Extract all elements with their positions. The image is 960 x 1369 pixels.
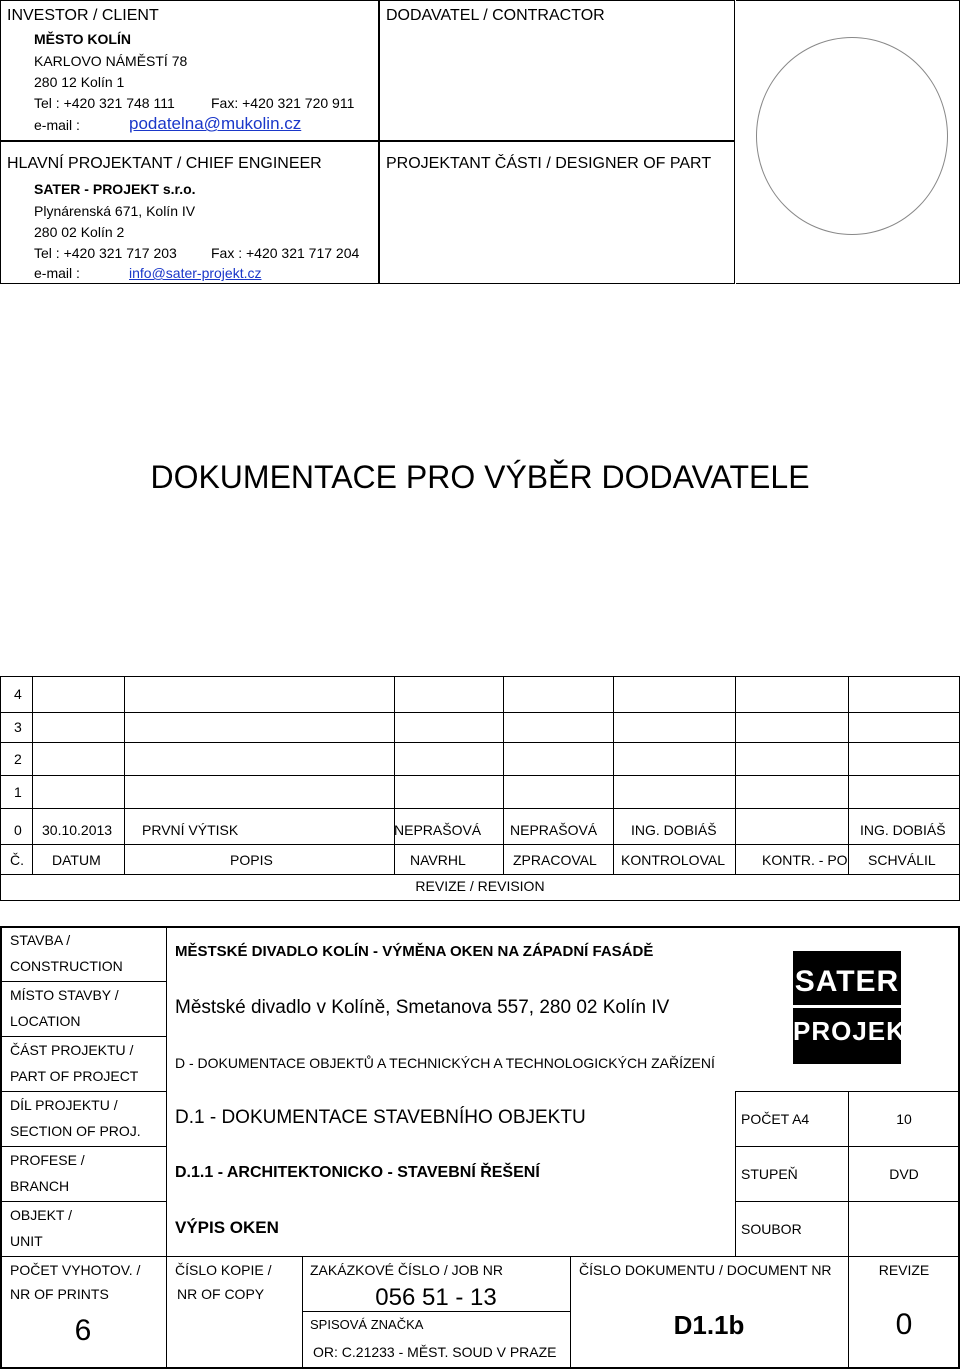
chief-name: SATER - PROJEKT s.r.o. [34,181,196,197]
rev-hline [0,874,960,875]
pages-label: POČET A4 [741,1111,810,1127]
revision-row-number: 1 [14,784,22,800]
file-label: SOUBOR [741,1221,802,1237]
unit-label-1: OBJEKT / [10,1207,72,1223]
tb-hline [0,1036,166,1037]
revision-row-number: 4 [14,686,22,702]
tb-hline [0,981,166,982]
stage-label: STUPEŇ [741,1166,798,1182]
construction-label-2: CONSTRUCTION [10,958,123,974]
section-label-2: SECTION OF PROJ. [10,1123,141,1139]
investor-heading: INVESTOR / CLIENT [7,7,159,24]
stamp-area [736,0,960,284]
file-mark-label: SPISOVÁ ZNAČKA [310,1317,424,1332]
investor-email-label: e-mail : [34,117,80,133]
revision-header-prepared: ZPRACOVAL [513,852,597,868]
revision-row0-no: 0 [14,822,22,838]
contractor-box [378,0,735,142]
revision-header-no: Č. [10,852,24,868]
tb-vline-bottom [166,1256,167,1369]
revision-header-approved: SCHVÁLIL [868,852,936,868]
revision-row0-date: 30.10.2013 [42,822,113,838]
sater-projekt-logo [793,951,923,1064]
tb-vline-labels [166,926,167,1256]
revision-header-date: DATUM [52,852,101,868]
chief-heading: HLAVNÍ PROJEKTANT / CHIEF ENGINEER [7,155,322,172]
revision-row0-description: PRVNÍ VÝTISK [142,822,239,838]
rev-hline [0,844,960,845]
rev-vline [735,676,736,874]
revision-row-number: 3 [14,719,22,735]
section-value: D.1 - DOKUMENTACE STAVEBNÍHO OBJEKTU [175,1107,586,1128]
designer-heading: PROJEKTANT ČÁSTI / DESIGNER OF PART [386,155,712,172]
rev-vline [848,676,849,874]
revision-label: REVIZE [878,1262,930,1278]
tb-hline [0,1146,166,1147]
pages-value: 10 [896,1111,912,1127]
branch-value: D.1.1 - ARCHITEKTONICKO - STAVEBNÍ ŘEŠENÍ [175,1164,540,1181]
stamp-circle [756,37,948,235]
location-value: Městské divadlo v Kolíně, Smetanova 557, 280 02 Kolín IV [175,997,670,1018]
part-label-1: ČÁST PROJEKTU / [10,1042,134,1058]
chief-email-link[interactable]: info@sater-projekt.cz [129,265,262,281]
revision-header-drawn: NAVRHL [410,852,466,868]
chief-street: Plynárenská 671, Kolín IV [34,203,196,219]
unit-label-2: UNIT [10,1233,43,1249]
location-label-1: MÍSTO STAVBY / [10,987,119,1003]
prints-label-1: POČET VYHOTOV. / [10,1262,141,1278]
copy-label-1: ČÍSLO KOPIE / [175,1262,272,1278]
chief-email-label: e-mail : [34,265,80,281]
section-label-1: DÍL PROJEKTU / [10,1097,118,1113]
chief-city: 280 02 Kolín 2 [34,224,125,240]
chief-engineer-box [0,140,380,284]
rev-hline [0,775,960,776]
tb-hline-bottom [0,1256,960,1257]
rev-hline [0,808,960,809]
location-label-2: LOCATION [10,1013,81,1029]
designer-box [378,140,735,284]
investor-city: 280 12 Kolín 1 [34,74,125,90]
tb-vline-bottom [302,1256,303,1369]
tb-hline [0,1201,166,1202]
rev-vline [503,676,504,874]
copy-label-2: NR OF COPY [177,1286,265,1302]
rev-hline [0,712,960,713]
construction-label-1: STAVBA / [10,932,71,948]
rev-vline [32,676,33,874]
title-block [0,926,960,1369]
investor-name: MĚSTO KOLÍN [34,31,131,47]
tb-vline-right [735,1091,736,1256]
construction-value: MĚSTSKÉ DIVADLO KOLÍN - VÝMĚNA OKEN NA ZÁPADNÍ FASÁDĚ [175,943,654,960]
investor-tel: Tel : +420 321 748 111 [34,95,175,111]
tb-hline-right [735,1091,960,1092]
logo-text-projekt: PROJEKT [793,1016,923,1046]
investor-street: KARLOVO NÁMĚSTÍ 78 [34,53,188,69]
revision-row-number: 2 [14,751,22,767]
rev-vline [613,676,614,874]
rev-vline [124,676,125,874]
file-mark-value: OR: C.21233 - MĚST. SOUD V PRAZE [313,1344,557,1360]
chief-fax: Fax : +420 321 717 204 [211,245,360,261]
job-label: ZAKÁZKOVÉ ČÍSLO / JOB NR [310,1262,503,1278]
revision-row0-approved: ING. DOBIÁŠ [860,822,946,838]
document-number-label: ČÍSLO DOKUMENTU / DOCUMENT NR [579,1262,832,1278]
revision-header-checked: KONTROLOVAL [621,852,725,868]
rev-vline [394,676,395,874]
prints-label-2: NR OF PRINTS [10,1286,109,1302]
logo-divider [793,1005,901,1008]
document-number-value: D1.1b [673,1310,745,1340]
revision-header-description: POPIS [230,852,273,868]
main-title: DOKUMENTACE PRO VÝBĚR DODAVATELE [150,459,810,495]
prints-value: 6 [74,1314,92,1347]
revision-row0-checked: ING. DOBIÁŠ [631,822,717,838]
tb-hline [0,1091,166,1092]
logo-text-sater: SATER [794,965,900,998]
branch-label-1: PROFESE / [10,1152,85,1168]
investor-email-link[interactable]: podatelna@mukolin.cz [129,114,302,133]
job-value: 056 51 - 13 [375,1284,497,1311]
branch-label-2: BRANCH [10,1178,70,1194]
revision-row0-drawn: NEPRAŠOVÁ [394,822,482,838]
tb-hline-right [735,1201,960,1202]
rev-hline [0,742,960,743]
revision-value: 0 [895,1308,913,1341]
revision-row0-prepared: NEPRAŠOVÁ [510,822,598,838]
part-label-2: PART OF PROJECT [10,1068,139,1084]
chief-tel: Tel : +420 321 717 203 [34,245,177,261]
part-value: D - DOKUMENTACE OBJEKTŮ A TECHNICKÝCH A TECHNOLOGICKÝCH ZAŘÍZENÍ [175,1055,715,1071]
revision-table [0,676,960,901]
tb-hline-right [735,1146,960,1147]
investor-box [0,0,380,142]
unit-value: VÝPIS OKEN [175,1218,279,1237]
contractor-heading: DODAVATEL / CONTRACTOR [386,7,605,24]
revision-header-check-po: KONTR. - PO [762,852,848,868]
investor-fax: Fax: +420 321 720 911 [211,95,355,111]
stage-value: DVD [889,1166,919,1182]
revision-caption: REVIZE / REVISION [415,878,545,894]
